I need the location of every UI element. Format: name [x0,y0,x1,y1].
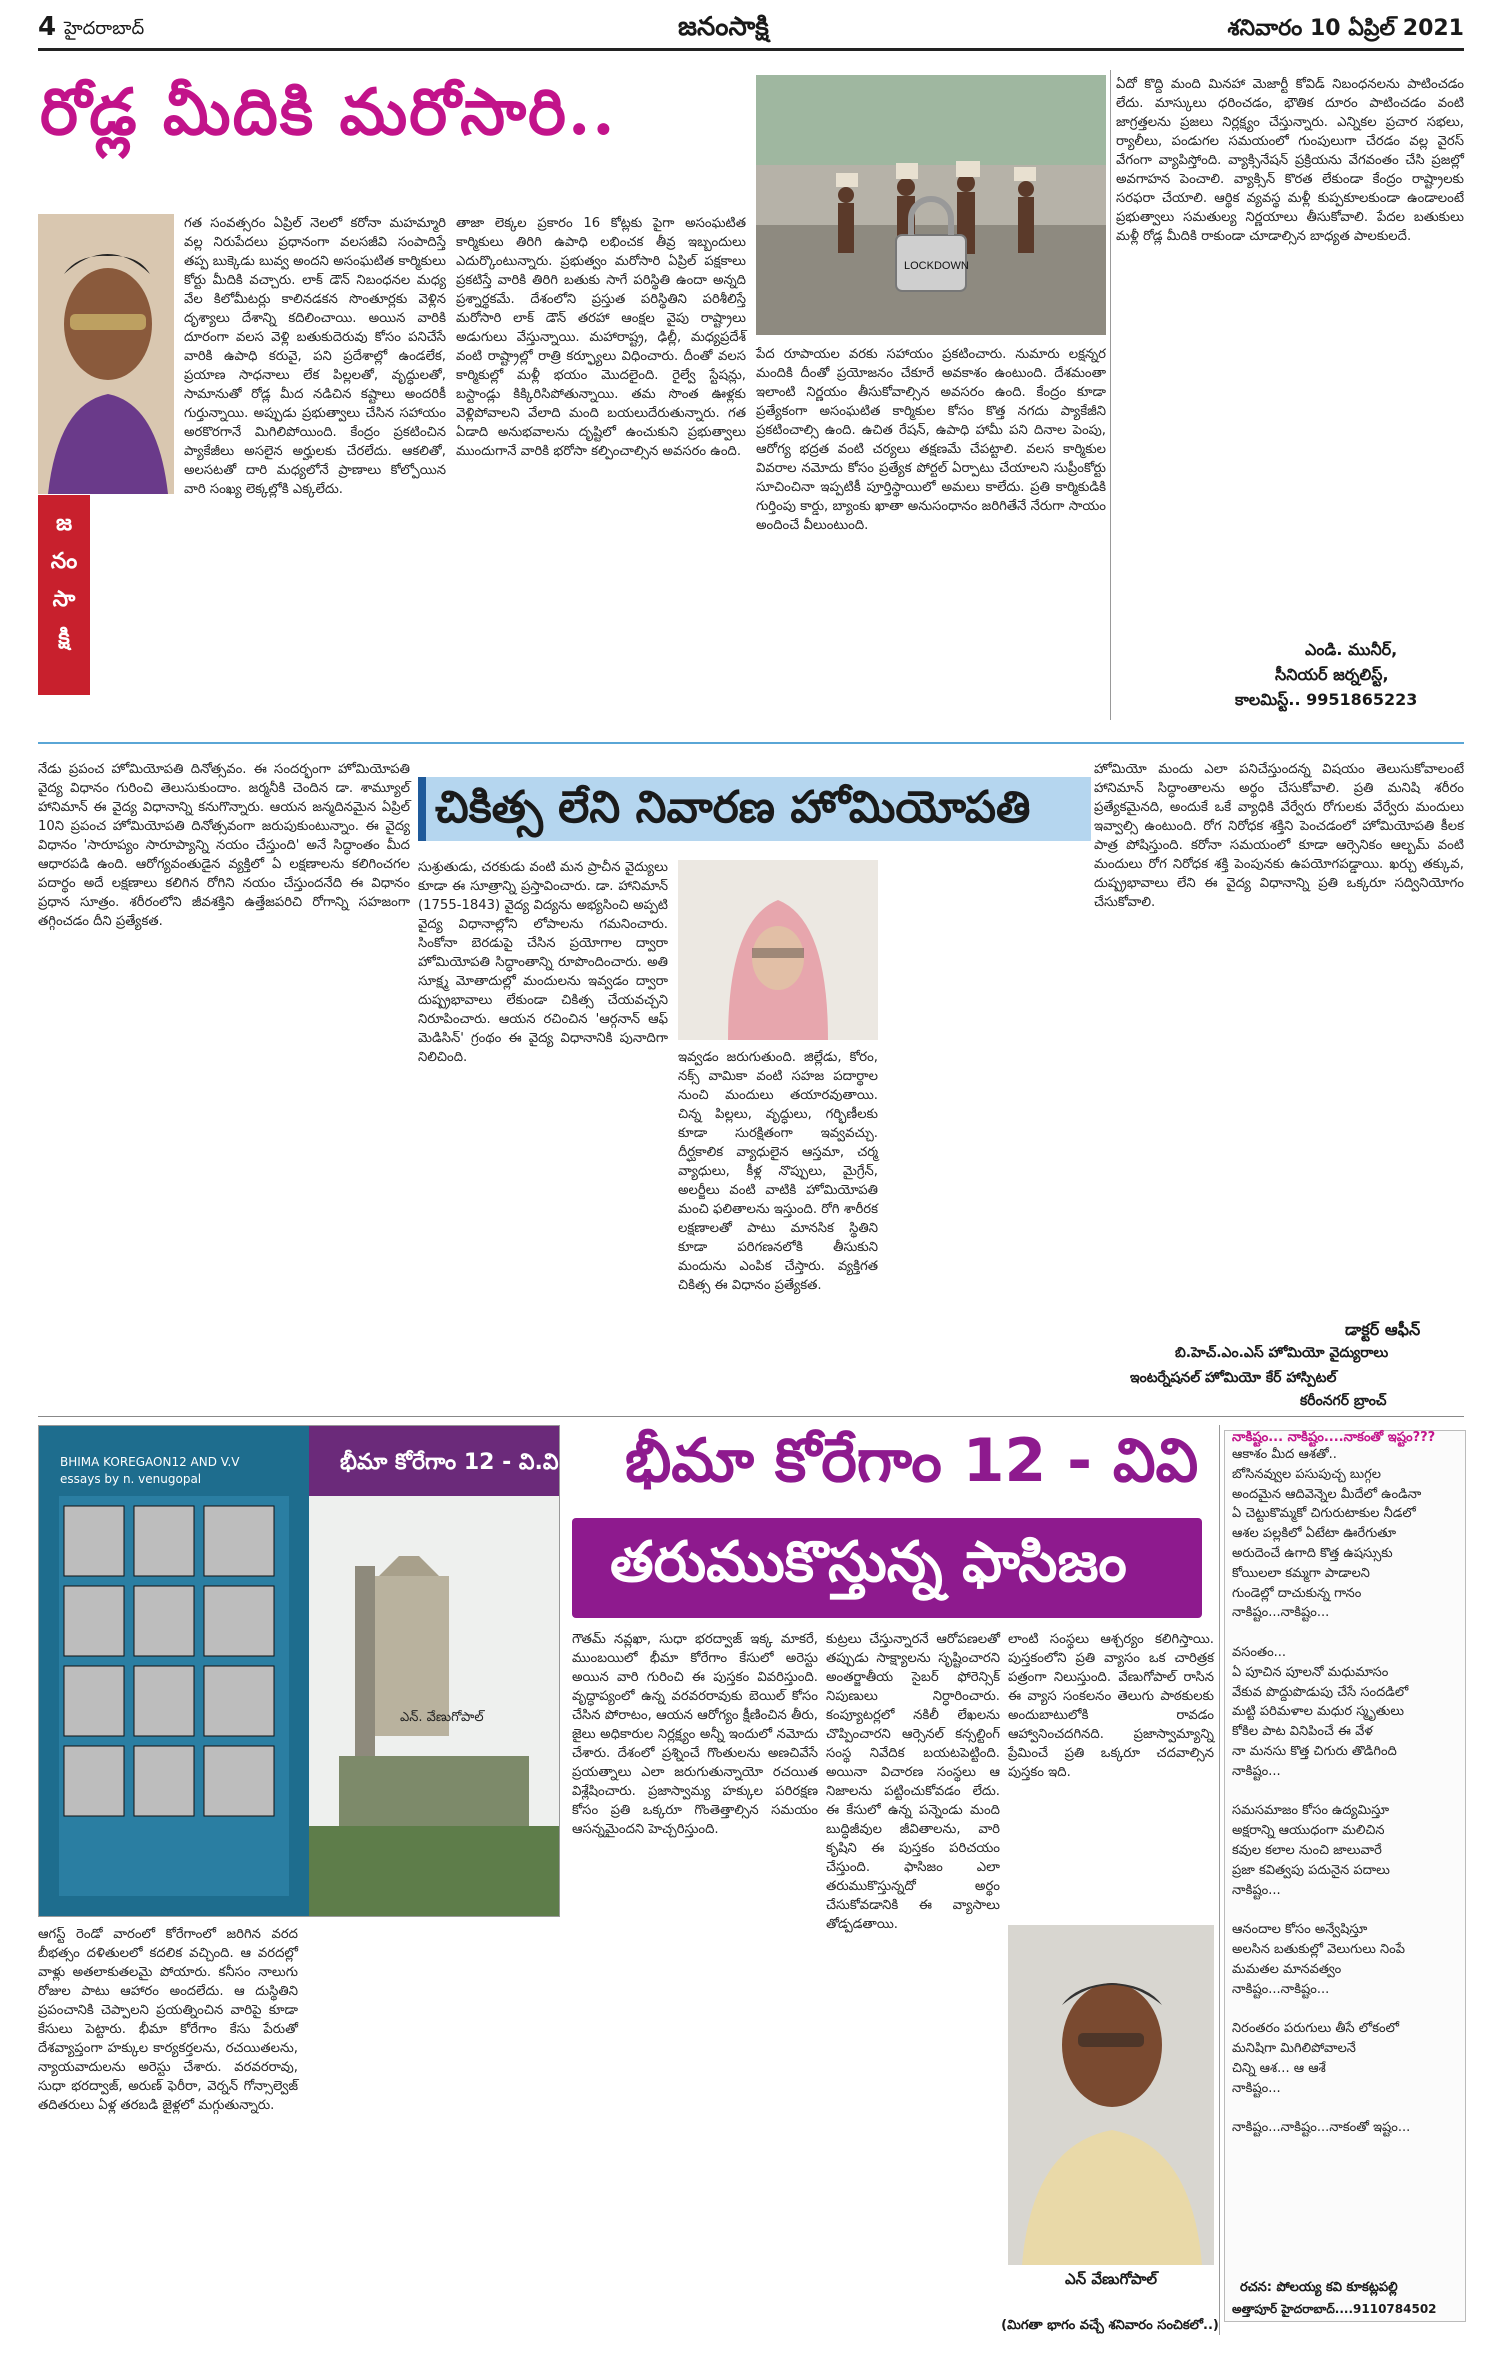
article1-author-role: సీనియర్ జర్నలిస్ట్, [1275,665,1389,684]
article3-headline: భీమా కోరేగాం 12 - వివి [625,1426,1199,1496]
author-photo-dr-afreen [678,860,878,1040]
article3-column-4: లాంటి సంస్థలు ఆశ్చర్యం కలిగిస్తాయి. పుస్తకంలోని ప్రతి వ్యాసం ఒక చారిత్రక పత్రంగా నిలుస్తుంది. వేణుగోపాల్ రాసిన ఈ వ్యాస సంకలనం తెలుగు పాఠకులకు అందుబాటులోకి రావడం ఆహ్వానించదగినది. ప్రజాస్వామ్యాన్ని ప్రేమించే ప్రతి ఒక్కరూ చదవాల్సిన పుస్తకం ఇది. [1008,1632,1214,1780]
book-cover-telugu-title: భీమా కోరేగాం 12 - వి.వి. [340,1450,567,1475]
poem-title: నాకిష్టం... నాకిష్టం....నాకంతో ఇష్టం??? [1232,1430,1436,1445]
article2-column-1: నేడు ప్రపంచ హోమియోపతి దినోత్సవం. ఈ సందర్భంగా హోమియోపతి వైద్య విధానం గురించి తెలుసుకుందాం. జర్మనీకి చెందిన డా. శామ్యూల్ హానిమాన్ ఈ వైద్య విధానాన్ని కనుగొన్నారు. ఆయన జన్మదినమైన ఏప్రిల్ 10ని ప్రపంచ హోమియోపతి దినోత్సవంగా జరుపుకుంటున్నాం. ఈ వైద్య విధానం 'సారూప్యం సారూప్యాన్ని నయం చేస్తుంది' అనే సిద్ధాంతం మీద ఆధారపడి ఉంది. ఆరోగ్యవంతుడైన వ్యక్తిలో ఏ లక్షణాలను కలిగించగల పదార్థం అదే లక్షణాలు కలిగిన రోగిని నయం చేస్తుందనేది ఈ విధానం ప్రధాన సూత్రం. శరీరంలోని జీవశక్తిని ఉత్తేజపరిచి రోగాన్ని సహజంగా తగ్గించడం దీని ప్రత్యేకత. [38,762,410,929]
article2-column-3b [888,858,1084,1378]
page-header [38,12,1464,51]
column-rule [1110,70,1111,720]
page-number: 4 [38,12,57,42]
book-cover-english-subtitle: essays by n. venugopal [60,1472,202,1486]
poem-author: రచన: పోలయ్య కవి కూకట్లపల్లి [1240,2280,1398,2295]
article3-column-2: గౌతమ్ నవ్లఖా, సుధా భరద్వాజ్ ఇక్క మాకరే, ముంబయిలో భీమా కోరేగాం కేసులో అరెస్టు అయిన వారి గురించి ఈ పుస్తకం వివరిస్తుంది. వృద్ధాప్యంలో ఉన్న వరవరరావుకు బెయిల్ కోసం చేసిన పోరాటం, ఆయన ఆరోగ్యం క్షీణించిన తీరు, జైలు అధికారుల నిర్లక్ష్యం అన్నీ ఇందులో నమోదు చేశారు. దేశంలో ప్రశ్నించే గొంతులను అణచివేసే ప్రయత్నాలు ఎలా జరుగుతున్నాయో రచయిత విశ్లేషించారు. ప్రజాస్వామ్య హక్కుల పరిరక్షణ కోసం ప్రతి ఒక్కరూ గొంతెత్తాల్సిన సమయం ఆసన్నమైందని హెచ్చరిస్తుంది. [572,1632,818,1837]
author-photo-venugopal [1008,1925,1214,2265]
edition-city: హైదరాబాద్ [64,18,145,39]
article2-headline: చికిత్స లేని నివారణ హోమియోపతి [435,782,1031,833]
section-divider-1 [38,742,1464,744]
issue-date: శనివారం 10 ఏప్రిల్ 2021 [1227,16,1464,41]
article2-column-4: హోమియో మందు ఎలా పనిచేస్తుందన్న విషయం తెలుసుకోవాలంటే హానిమాన్ సిద్ధాంతాలను అర్థం చేసుకోవాలి. ప్రతి మనిషి శరీరం ప్రత్యేకమైనది, అందుకే ఒకే వ్యాధికి వేర్వేరు రోగులకు వేర్వేరు మందులు ఇవ్వాల్సి ఉంటుంది. రోగ నిరోధక శక్తిని పెంచడంలో హోమియోపతి కీలక పాత్ర పోషిస్తుంది. కరోనా సమయంలో కూడా ఆర్సెనికం ఆల్బమ్ వంటి మందులు రోగ నిరోధక శక్తి పెంపునకు ఉపయోగపడ్డాయి. ఖర్చు తక్కువ, దుష్ప్రభావాలు లేని ఈ వైద్య విధానాన్ని ప్రతి ఒక్కరూ సద్వినియోగం చేసుకోవాలి. [1094,762,1464,910]
article3-column-1b [306,1925,558,2345]
venugopal-photo-caption: ఎన్ వేణుగోపాల్ [1064,2270,1158,2288]
continued-note: (మిగతా భాగం వచ్చే శనివారం సంచికలో..) [1001,2318,1219,2333]
poem-body: ఆకాశం మీద ఆశతో.. బోసినవ్వుల పసుపుచ్చ బుగ్గల అందమైన ఆదివెన్నెల మీదేలో ఉండినా ఏ చెట్టుకొమ్మకో చిగురుటాకుల నీడలో ఆశల పల్లకిలో ఏటేటా ఊరేగుతూ అరుదెంచే ఉగాది కొత్త ఉషస్సుకు కోయిలలా కమ్మగా పాడాలని గుండెల్లో దాచుకున్న గానం నాకిష్టం...నాకిష్టం... వసంతం... ఏ పూచిన పూలనో మధుమాసం వేకువ పొద్దుపొడుపు చేసే సందడిలో మట్టి పరిమళాల మధుర స్మృతులు కోకిల పాట వినిపించే ఈ వేళ నా మనసు కొత్త చిగురు తొడిగింది నాకిష్టం... సమసమాజం కోసం ఉద్యమిస్తూ అక్షరాన్ని ఆయుధంగా మలిచిన కవుల కలాల నుంచి జాలువారే ప్రజా కవిత్వపు పదునైన పదాలు నాకిష్టం... ఆనందాల కోసం అన్వేషిస్తూ అలసిన బతుకుల్లో వెలుగులు నింపే మమతల మానవత్వం నాకిష్టం...నాకిష్టం... నిరంతరం పరుగులు తీసే లోకంలో మనిషిగా మిగిలిపోవాలనే చిన్ని ఆశ... ఆ ఆశే నాకిష్టం... నాకిష్టం...నాకిష్టం...నాకంతో ఇష్టం... [1232,1447,1422,2136]
article2-author-role-2: ఇంటర్నేషనల్ హోమియో కేర్ హాస్పిటల్ [1130,1370,1337,1386]
author-photo-muneer [38,214,174,494]
article2-author-role-1: బి.హెచ్.ఎం.ఎస్ హోమియో వైద్యురాలు [1175,1345,1389,1361]
book-cover-author: ఎన్. వేణుగోపాల్ [400,1710,484,1725]
column-rule [1219,1425,1220,2335]
article2-author-role-3: కరీంనగర్ బ్రాంచ్ [1300,1393,1387,1409]
lockdown-text: LOCKDOWN [904,260,969,272]
article1-column-1: గత సంవత్సరం ఏప్రిల్ నెలలో కరోనా మహమ్మారి వల్ల నిరుపేదలు ప్రధానంగా వలసజీవి సంపాదిస్తే తప్ప బుక్కెడు బువ్వ అందని అసంఘటిత కార్మికులు కోర్టు మీదికి వచ్చారు. లాక్ డౌన్ నిబంధనల మధ్య వేల కిలోమీటర్లు కాలినడకన సొంతూర్లకు వెళ్లిన దృశ్యాలు దేశాన్ని కదిలించాయి. అయిన వారికి దూరంగా వలస వెళ్లి బతుకుదెరువు కోసం పనిచేసే వారికి ఉపాధి కరువై, పని ప్రదేశాల్లో ఉండలేక, ప్రయాణ సాధనాలు లేక పిల్లలతో, వృద్ధులతో, సామానుతో రోడ్ల మీద నడిచిన కష్టాలు అందరికీ గుర్తున్నాయి. అప్పుడు ప్రభుత్వాలు చేసిన సహాయం అరకొరగానే మిగిలిపోయింది. కేంద్రం ప్రకటించిన ప్యాకేజీలు అసలైన అర్హులకు చేరలేదు. ఆకలితో, అలసటతో దారి మధ్యలోనే ప్రాణాలు కోల్పోయిన వారి సంఖ్య లెక్కల్లోకి ఎక్కలేదు. [184,216,446,497]
book-cover-bhima-koregaon [38,1425,560,1917]
book-cover-english-title: BHIMA KOREGAON12 AND V.V [60,1455,240,1469]
article3-column-2b [572,1925,818,2345]
article1-column-3: పేద రూపాయల వరకు సహాయం ప్రకటించారు. నుమారు లక్షన్నర మందికి దీంతో ప్రయోజనం చేకూరే అవకాశం ఉంటుంది. దేశమంతా ఇలాంటి నిర్ణయం తీసుకోవాల్సిన అవసరం ఉంది. కేంద్రం కూడా ప్రత్యేకంగా అసంఘటిత కార్మికుల కోసం కొత్త నగదు ప్యాకేజీని ప్రకటించాల్సి ఉంది. ఉచిత రేషన్, ఉపాధి హామీ పని దినాల పెంపు, ఆరోగ్య భద్రత వంటి చర్యలు తక్షణమే చేపట్టాలి. వలస కార్మికుల వివరాల నమోదు కోసం ప్రత్యేక పోర్టల్ ఏర్పాటు చేయాలని సుప్రీంకోర్టు సూచించినా ఇప్పటికీ పూర్తిస్థాయిలో అమలు కాలేదు. ప్రతి కార్మికుడికి గుర్తింపు కార్డు, బ్యాంకు ఖాతా అనుసంధానం జరిగితేనే నేరుగా సాయం అందించే వీలుంటుంది. [756,347,1106,533]
article1-author-phone: కాలమిస్ట్.. 9951865223 [1235,690,1418,709]
newspaper-logo: జనంసాక్షి [678,12,769,42]
poem-author-place: అత్తాపూర్ హైదరాబాద్....9110784502 [1232,2302,1437,2316]
article2-column-3: ఇవ్వడం జరుగుతుంది. జిల్లేడు, కోరం, నక్స్ వామికా వంటి సహజ పదార్థాల నుంచి మందులు తయారవుతాయి. చిన్న పిల్లలు, వృద్ధులు, గర్భిణీలకు కూడా సురక్షితంగా ఇవ్వవచ్చు. దీర్ఘకాలిక వ్యాధులైన ఆస్తమా, చర్మ వ్యాధులు, కీళ్ల నొప్పులు, మైగ్రేన్, అలర్జీలు వంటి వాటికి హోమియోపతి మంచి ఫలితాలను ఇస్తుంది. రోగి శారీరక లక్షణాలతో పాటు మానసిక స్థితిని కూడా పరిగణనలోకి తీసుకుని మందును ఎంపిక చేస్తారు. వ్యక్తిగత చికిత్స ఈ విధానం ప్రత్యేకత. [678,1050,878,1293]
section-divider-2 [38,1416,1464,1417]
article3-column-3b [826,1925,1000,2345]
article1-column-2: తాజా లెక్కల ప్రకారం 16 కోట్లకు పైగా అసంఘటిత కార్మికులు తిరిగి ఉపాధి లభించక తీవ్ర ఇబ్బందులు ఎదుర్కొంటున్నారు. ప్రభుత్వం మరోసారి ఏప్రిల్ పక్షకాలు ప్రకటిస్తే వారికి తిరిగి బతుకు సాగే పరిస్థితి ఉందా అన్నది ప్రశ్నార్థకమే. దేశంలోని ప్రస్తుత పరిస్థితిని పరిశీలిస్తే మరోసారి లాక్ డౌన్ తరహా ఆంక్షల వైపు రాష్ట్రాలు అడుగులు వేస్తున్నాయి. మహారాష్ట్ర, ఢిల్లీ, మధ్యప్రదేశ్ వంటి రాష్ట్రాల్లో రాత్రి కర్ఫ్యూలు విధించారు. దీంతో వలస కార్మికుల్లో మళ్లీ భయం మొదలైంది. రైల్వే స్టేషన్లు, బస్టాండ్లు కిక్కిరిసిపోతున్నాయి. తమ సొంత ఊళ్లకు వెళ్లిపోవాలని వేలాది మంది బయలుదేరుతున్నారు. గత ఏడాది అనుభవాలను దృష్టిలో ఉంచుకుని ప్రభుత్వాలు ముందుగానే వారికి భరోసా కల్పించాల్సిన అవసరం ఉంది. [456,216,746,459]
article3-column-3: కుట్రలు చేస్తున్నారనే ఆరోపణలతో తప్పుడు సాక్ష్యాలను సృష్టించారని అంతర్జాతీయ సైబర్ ఫోరెన్సిక్ నిపుణులు నిర్ధారించారు. కంప్యూటర్లలో నకిలీ లేఖలను చొప్పించారని ఆర్సెనల్ కన్సల్టింగ్ సంస్థ నివేదిక బయటపెట్టింది. అయినా విచారణ సంస్థలు ఆ నిజాలను పట్టించుకోవడం లేదు. ఈ కేసులో ఉన్న పన్నెండు మంది బుద్ధిజీవుల జీవితాలను, వారి కృషిని ఈ పుస్తకం పరిచయం చేస్తుంది. ఫాసిజం ఎలా తరుముకొస్తున్నదో అర్థం చేసుకోవడానికి ఈ వ్యాసాలు తోడ్పడతాయి. [826,1632,1000,1932]
article2-author-name: డాక్టర్ ఆఫీన్ [1345,1320,1421,1339]
article1-column-4: ఏదో కొద్ది మంది మినహా మెజార్టీ కోవిడ్ నిబంధనలను పాటించడం లేదు. మాస్కులు ధరించడం, భౌతిక దూరం పాటించడం వంటి జాగ్రత్తలను ప్రజలు నిర్లక్ష్యం చేస్తున్నారు. ఎన్నికల ప్రచార సభలు, ర్యాలీలు, పండుగల సమయంలో గుంపులుగా చేరడం వల్ల వైరస్ వేగంగా వ్యాపిస్తోంది. వ్యాక్సినేషన్ ప్రక్రియను వేగవంతం చేసి ప్రజల్లో అవగాహన పెంచాలి. వ్యాక్సిన్ కొరత లేకుండా కేంద్రం రాష్ట్రాలకు సరఫరా చేయాలి. ఆర్థిక వ్యవస్థ మళ్లీ కుప్పకూలకుండా ఉండాలంటే ప్రభుత్వాలు సమతుల్య నిర్ణయాలు తీసుకోవాలి. పేదల బతుకులు మళ్లీ రోడ్ల మీదికి రాకుండా చూడాల్సిన బాధ్యత పాలకులదే. [1116,77,1464,244]
article3-subheadline: తరుముకొస్తున్న ఫాసిజం [610,1530,1127,1595]
article1-headline: రోడ్ల మీదికి మరోసారి.. [40,75,617,150]
article2-column-2: సుశ్రుతుడు, చరకుడు వంటి మన ప్రాచీన వైద్యులు కూడా ఈ సూత్రాన్ని ప్రస్తావించారు. డా. హానిమాన్ (1755-1843) వైద్య విద్యను అభ్యసించి అప్పటి వైద్య విధానాల్లోని లోపాలను గమనించారు. సింకోనా బెరడుపై చేసిన ప్రయోగాల ద్వారా హోమియోపతి సిద్ధాంతాన్ని రూపొందించారు. అతి సూక్ష్మ మోతాదుల్లో మందులను ఇవ్వడం ద్వారా దుష్ప్రభావాలు లేకుండా చికిత్స చేయవచ్చని నిరూపించారు. ఆయన రచించిన 'ఆర్గనాన్ ఆఫ్ మెడిసిన్' గ్రంథం ఈ వైద్య విధానానికి పునాదిగా నిలిచింది. [418,860,668,1065]
article3-column-1: ఆగస్ట్ రెండో వారంలో కోరేగాంలో జరిగిన వరద బీభత్సం దళితులలో కదలిక వచ్చింది. ఆ వరదల్లో వాళ్లు అతలాకుతలమై పోయారు. కనీసం నాలుగు రోజుల పాటు ఆహారం అందలేదు. ఆ దుస్థితిని ప్రపంచానికి చెప్పాలని ప్రయత్నించిన వారిపై కూడా కేసులు పెట్టారు. భీమా కోరేగాం కేసు పేరుతో దేశవ్యాప్తంగా హక్కుల కార్యకర్తలను, రచయితలను, న్యాయవాదులను అరెస్టు చేశారు. వరవరరావు, సుధా భరద్వాజ్, అరుణ్ ఫెరీరా, వెర్నన్ గోన్సాల్వెజ్ తదితరులు ఏళ్ల తరబడి జైళ్లలో మగ్గుతున్నారు. [38,1927,298,2113]
migrant-workers-lockdown-photo [756,75,1106,335]
janamsakshi-badge: జ నం సా క్షి [38,495,90,695]
article1-column-1b [100,497,446,722]
article1-author-name: ఎండి. మునీర్, [1305,640,1398,659]
